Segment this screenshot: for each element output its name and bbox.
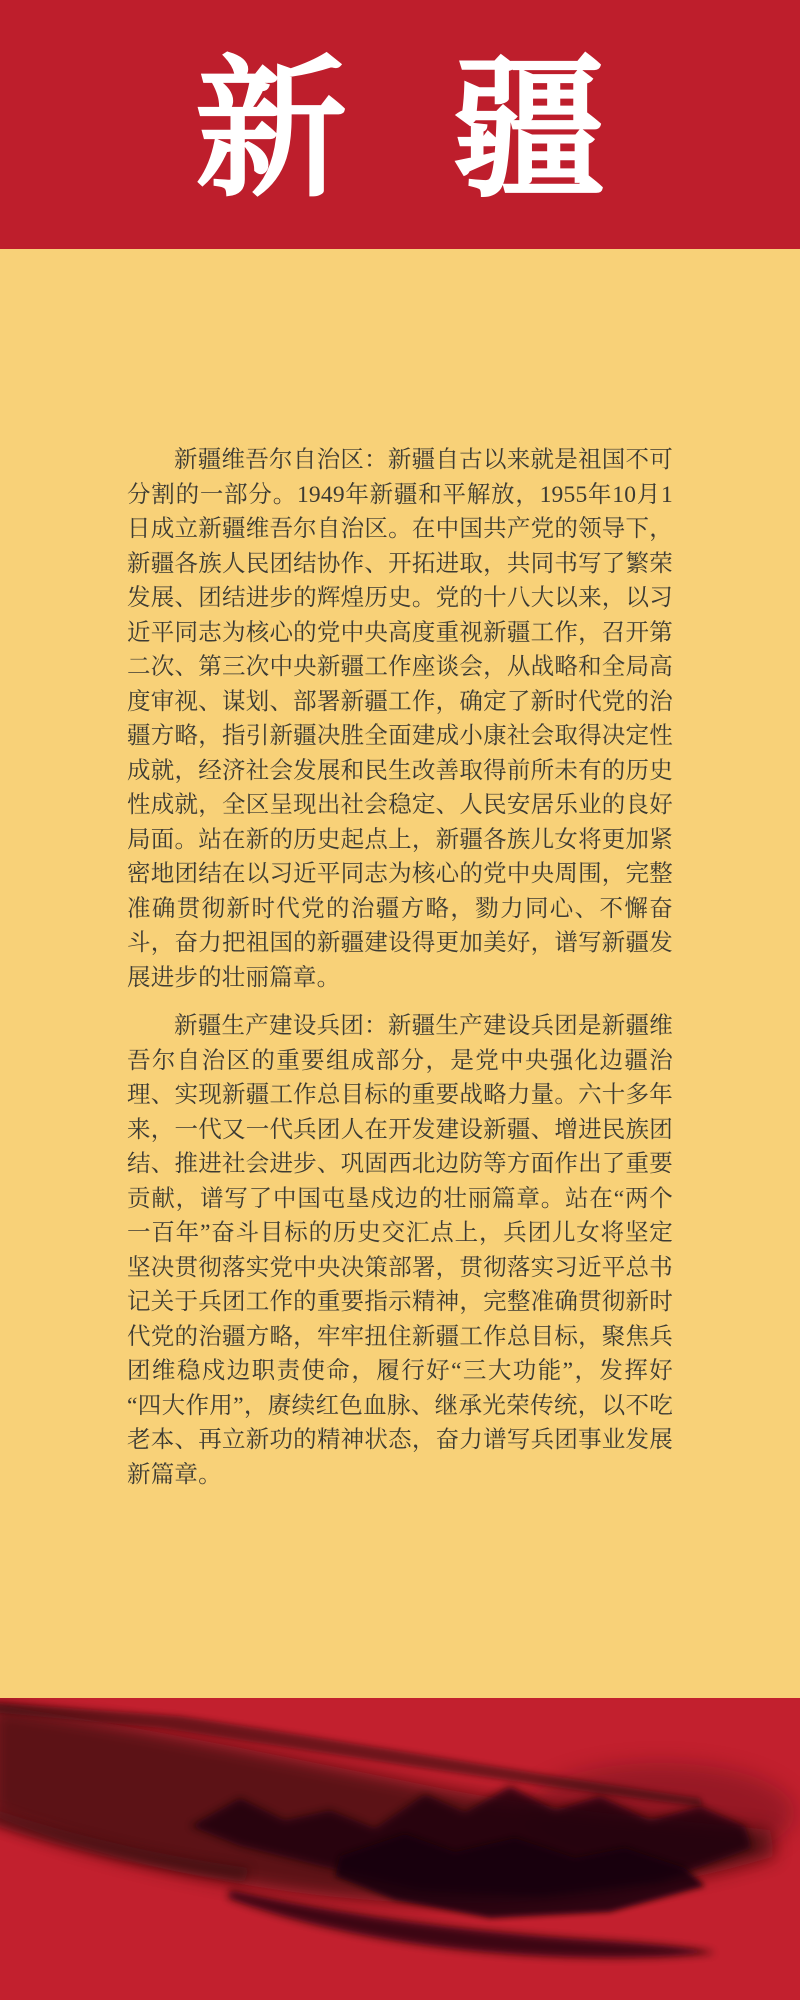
paragraph-bingtuan: 新疆生产建设兵团：新疆生产建设兵团是新疆维吾尔自治区的重要组成部分，是党中央强化边疆治理、实现新疆工作总目标的重要战略力量。六十多年来，一代又一代兵团人在开发建设新疆、增进民族团结、推进社会进步、巩固西北边防等方面作出了重要贡献，谱写了中国屯垦戍边的壮丽篇章。站在“两个一百年”奋斗目标的历史交汇点上，兵团儿女将坚定坚决贯彻落实党中央决策部署，贯彻落实习近平总书记关于兵团工作的重要指示精神，完整准确贯彻新时代党的治疆方略，牢牢扭住新疆工作总目标，聚焦兵团维稳戍边职责使命，履行好“三大功能”，发挥好“四大作用”，赓续红色血脉、继承光荣传统，以不吃老本、再立新功的精神状态，奋力谱写兵团事业发展新篇章。 (127, 1013, 673, 1488)
content-area (0, 249, 673, 1492)
title-char-xin: 新 (195, 44, 347, 215)
body-band (0, 249, 800, 1698)
title-char-jiang: 疆 (453, 44, 605, 215)
paragraph-xinjiang-region: 新疆维吾尔自治区：新疆自古以来就是祖国不可分割的一部分。1949年新疆和平解放，1955年10月1日成立新疆维吾尔自治区。在中国共产党的领导下，新疆各族人民团结协作、开拓进取，共同书写了繁荣发展、团结进步的辉煌历史。党的十八大以来，以习近平同志为核心的党中央高度重视新疆工作，召开第二次、第三次中央新疆工作座谈会，从战略和全局高度审视、谋划、部署新疆工作，确定了新时代党的治疆方略，指引新疆决胜全面建成小康社会取得决定性成就，经济社会发展和民生改善取得前所未有的历史性成就，全区呈现出社会稳定、人民安居乐业的良好局面。站在新的历史起点上，新疆各族儿女将更加紧密地团结在以习近平同志为核心的党中央周围，完整准确贯彻新时代党的治疆方略，勠力同心、不懈奋斗，奋力把祖国的新疆建设得更加美好，谱写新疆发展进步的壮丽篇章。 (127, 447, 673, 991)
footer-band (0, 1698, 800, 2000)
page-title (195, 44, 605, 215)
mountain-ink-art (0, 1698, 800, 2000)
header-band (0, 0, 800, 249)
